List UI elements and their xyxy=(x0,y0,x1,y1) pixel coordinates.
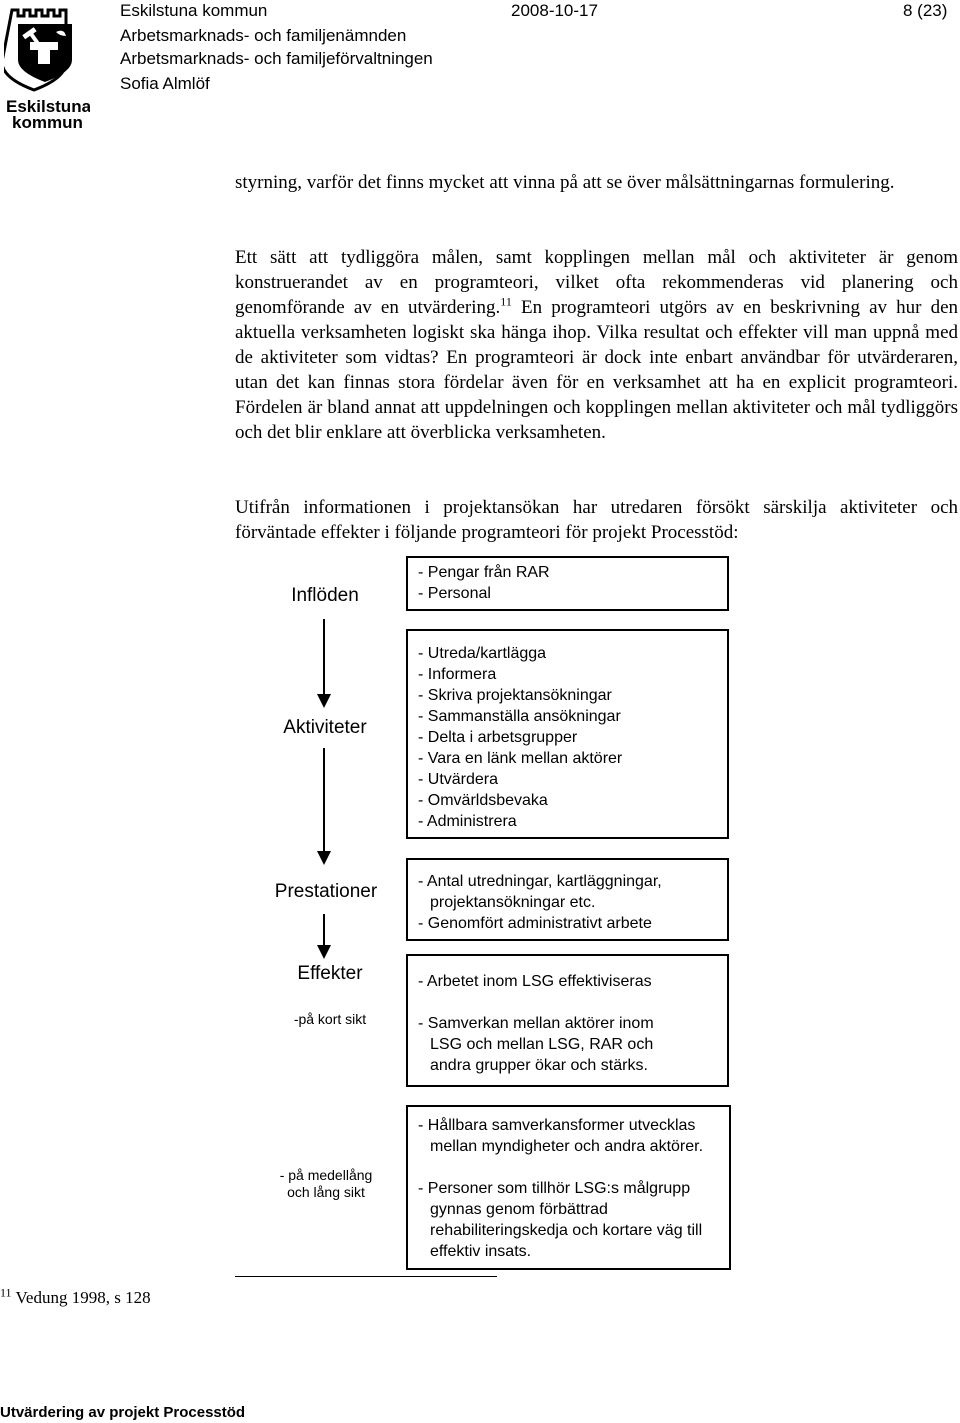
stage-effects-label: Effekter xyxy=(297,963,363,984)
stage-long-term-label-1: - på medellång xyxy=(279,1167,373,1183)
footnote-number: 11 xyxy=(0,1285,12,1300)
long-term-item: - Hållbara samverkansformer utvecklas xyxy=(418,1117,696,1134)
logo-word-1: Eskilstuna xyxy=(6,97,90,116)
footnote-ref: 11 xyxy=(500,294,512,309)
outputs-item: - Antal utredningar, kartläggningar, xyxy=(418,873,662,890)
short-term-item: andra grupper ökar och stärks. xyxy=(430,1057,648,1074)
municipality-logo xyxy=(4,2,90,130)
short-term-item: - Arbetet inom LSG effektiviseras xyxy=(418,973,652,990)
paragraph-2-text-a: Ett sätt att tydliggöra målen, samt kopplingen mellan mål och aktiviteter är genom konstruerandet av en programteori, vilket ofta rekommenderas vid planering och genomförande av en utvärdering. xyxy=(235,247,958,318)
arrow-2-head xyxy=(317,851,331,865)
paragraph-3 xyxy=(235,495,958,545)
arrow-3-head xyxy=(317,945,331,959)
footnote-separator xyxy=(235,1276,497,1277)
footnote xyxy=(0,1285,151,1308)
short-term-item: - Samverkan mellan aktörer inom xyxy=(418,1015,654,1032)
long-term-item: mellan myndigheter och andra aktörer. xyxy=(430,1138,704,1155)
activities-item: - Sammanställa ansökningar xyxy=(418,708,621,725)
stage-inflows-label: Inflöden xyxy=(291,585,359,606)
long-term-item: effektiv insats. xyxy=(430,1243,532,1260)
header-author: Sofia Almlöf xyxy=(120,74,210,93)
inflows-item: - Pengar från RAR xyxy=(418,564,550,581)
long-term-item: - Personer som tillhör LSG:s målgrupp xyxy=(418,1180,691,1197)
footer-title: Utvärdering av projekt Processtöd xyxy=(0,1404,246,1421)
long-term-effects-box xyxy=(406,1105,731,1270)
header-date: 2008-10-17 xyxy=(511,1,598,20)
paragraph-1-text: styrning, varför det finns mycket att vinna på att se över målsättningarnas formulering. xyxy=(235,172,895,193)
paragraph-2 xyxy=(235,245,958,445)
header-department: Arbetsmarknads- och familjeförvaltningen xyxy=(120,49,433,68)
outputs-box xyxy=(406,858,729,941)
long-term-item: rehabiliteringskedja och kortare väg till xyxy=(430,1222,703,1239)
footnote-text: Vedung 1998, s 128 xyxy=(15,1288,151,1307)
stage-activities-label: Aktiviteter xyxy=(283,717,367,738)
inflows-item: - Personal xyxy=(418,585,491,602)
activities-item: - Utvärdera xyxy=(418,771,499,788)
activities-item: - Skriva projektansökningar xyxy=(418,687,612,704)
short-term-item: LSG och mellan LSG, RAR och xyxy=(430,1036,654,1053)
header-committee: Arbetsmarknads- och familjenämnden xyxy=(120,26,407,45)
inflows-box xyxy=(406,556,729,611)
long-term-item: gynnas genom förbättrad xyxy=(430,1201,608,1218)
stage-outputs-label: Prestationer xyxy=(274,881,378,902)
outputs-item: - Genomfört administrativt arbete xyxy=(418,915,652,932)
paragraph-1 xyxy=(235,170,958,195)
header-organization: Eskilstuna kommun xyxy=(120,1,268,20)
arrow-1-head xyxy=(317,694,331,708)
outputs-item: projektansökningar etc. xyxy=(430,894,596,911)
header-page-number: 8 (23) xyxy=(903,1,948,20)
stage-short-term-label: -på kort sikt xyxy=(293,1011,367,1027)
activities-item: - Informera xyxy=(418,666,497,683)
activities-item: - Administrera xyxy=(418,813,517,830)
arrow-2-shaft xyxy=(323,748,325,856)
paragraph-2-text-b: En programteori utgörs av en beskrivning av hur den aktuella verksamheten logiskt ska hänga ihop. Vilka resultat och effekter vill man uppnå med de aktiviteter som vidtas? En programteori är dock inte enbart användbar för utvärderaren, utan det kan finnas stora fördelar även för en verksamhet att ha en explicit programteori. Fördelen är bland annat att uppdelningen och kopplingen mellan aktiviteter och mål tydliggörs och det blir enklare att överblicka verksamheten. xyxy=(235,297,958,443)
paragraph-3-text: Utifrån informationen i projektansökan har utredaren försökt särskilja aktiviteter och förväntade effekter i följande programteori för projekt Processtöd: xyxy=(235,497,958,543)
logo-word-2: kommun xyxy=(12,113,83,130)
stage-long-term-label-2: och lång sikt xyxy=(287,1184,365,1200)
short-term-effects-box xyxy=(406,954,729,1087)
arrow-1-shaft xyxy=(323,619,325,699)
activities-item: - Omvärldsbevaka xyxy=(418,792,548,809)
activities-item: - Utreda/kartlägga xyxy=(418,645,547,662)
activities-box xyxy=(406,629,729,839)
activities-item: - Vara en länk mellan aktörer xyxy=(418,750,623,767)
activities-item: - Delta i arbetsgrupper xyxy=(418,729,578,746)
